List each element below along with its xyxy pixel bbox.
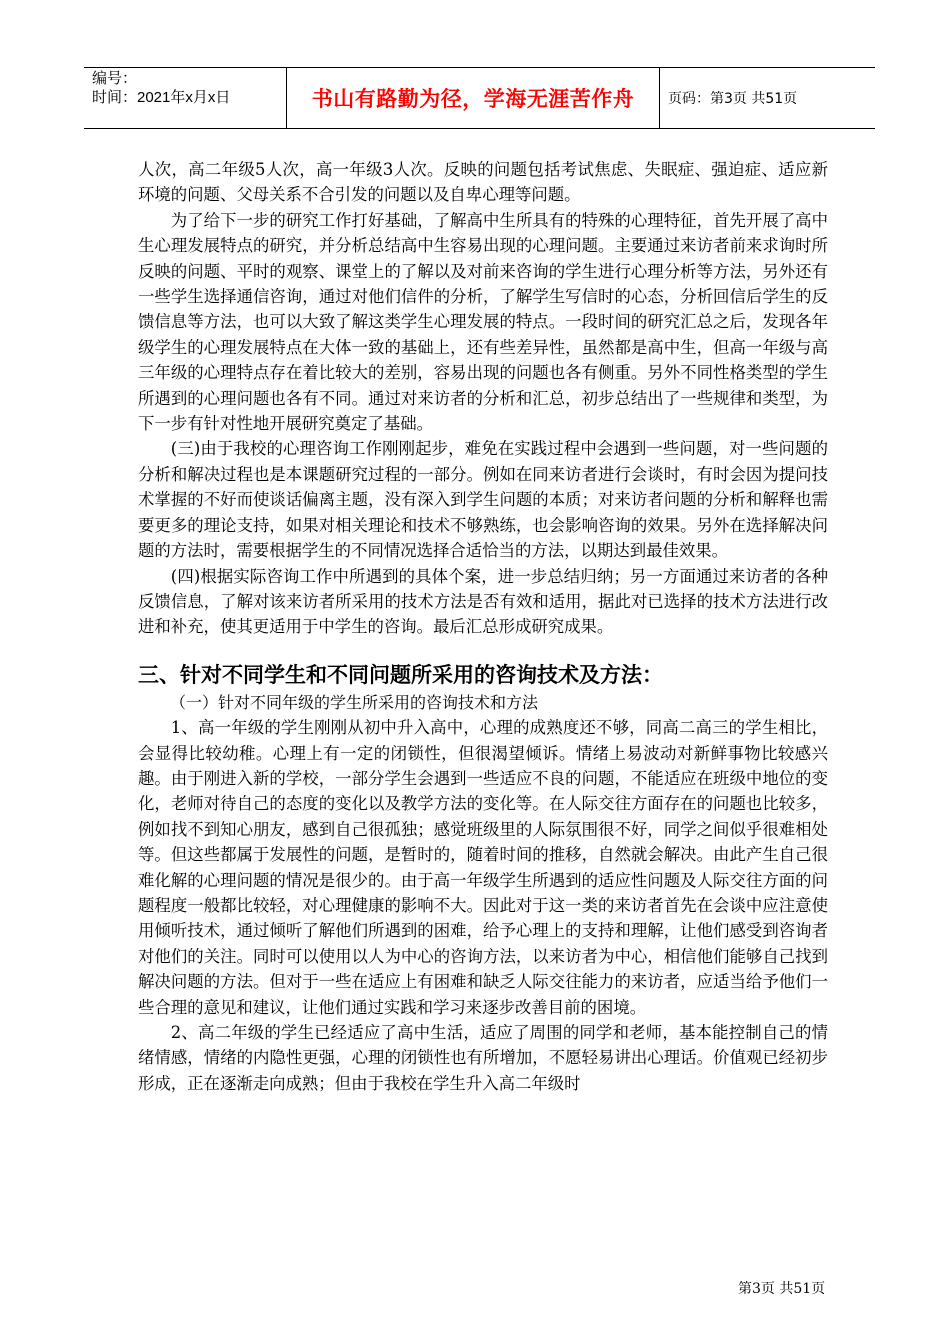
document-body <box>138 157 828 1096</box>
header-meta-cell <box>84 68 287 128</box>
footer-page-label: 第3页 共51页 <box>738 1281 826 1297</box>
time-label: 时间：2021年x月x日 <box>92 89 231 106</box>
number-label: 编号： <box>92 70 138 87</box>
paragraph: 2、高二年级的学生已经适应了高中生活，适应了周围的同学和老师，基本能控制自己的情绪情感，情绪的内隐性更强，心理的闭锁性也有所增加，不愿轻易讲出心理话。价值观已经初步形成，正在逐渐走向成熟；但由于我校在学生升入高二年级时 <box>138 1023 828 1093</box>
section-heading: 三、针对不同学生和不同问题所采用的咨询技术及方法： <box>138 662 663 687</box>
paragraph: (四)根据实际咨询工作中所遇到的具体个案，进一步总结归纳；另一方面通过来访者的各种反馈信息，了解对该来访者所采用的技术方法是否有效和适用，据此对已选择的技术方法进行改进和补充，使其更适用于中学生的咨询。最后汇总形成研究成果。 <box>138 566 828 637</box>
page-footer <box>738 1278 825 1298</box>
motto-text: 书山有路勤为径，学海无涯苦作舟 <box>311 87 635 111</box>
header-motto-cell <box>287 68 660 128</box>
header-page-cell <box>660 68 875 128</box>
paragraph: 人次，高二年级5人次，高一年级3人次。反映的问题包括考试焦虑、失眠症、强迫症、适应新环境的问题、父母关系不合引发的问题以及自卑心理等问题。 <box>138 160 828 205</box>
page-header-table <box>84 67 875 129</box>
paragraph: (三)由于我校的心理咨询工作刚刚起步，难免在实践过程中会遇到一些问题，对一些问题的分析和解决过程也是本课题研究过程的一部分。例如在同来访者进行会谈时，有时会因为提问技术掌握的不好而使谈话偏离主题，没有深入到学生问题的本质；对来访者问题的分析和解释也需要更多的理论支持，如果对相关理论和技术不够熟练，也会影响咨询的效果。另外在选择解决问题的方法时，需要根据学生的不同情况选择合适恰当的方法，以期达到最佳效果。 <box>138 439 828 561</box>
paragraph: 1、高一年级的学生刚刚从初中升入高中，心理的成熟度还不够，同高二高三的学生相比，会显得比较幼稚。心理上有一定的闭锁性，但很渴望倾诉。情绪上易波动对新鲜事物比较感兴趣。由于刚进入新的学校，一部分学生会遇到一些适应不良的问题，不能适应在班级中地位的变化，老师对待自己的态度的变化以及教学方法的变化等。在人际交往方面存在的问题也比较多，例如找不到知心朋友，感到自己很孤独；感觉班级里的人际氛围很不好，同学之间似乎很难相处等。但这些都属于发展性的问题，是暂时的，随着时间的推移，自然就会解决。由此产生自己很难化解的心理问题的情况是很少的。由于高一年级学生所遇到的适应性问题及人际交往方面的问题程度一般都比较轻，对心理健康的影响不大。因此对于这一类的来访者首先在会谈中应注意使用倾听技术，通过倾听了解他们所遇到的困难，给予心理上的支持和理解，让他们感受到咨询者对他们的关注。同时可以使用以人为中心的咨询方法，以来访者为中心，相信他们能够自己找到解决问题的方法。但对于一些在适应上有困难和缺乏人际交往能力的来访者，应适当给予他们一些合理的意见和建议，让他们通过实践和学习来逐步改善目前的困境。 <box>138 718 828 1017</box>
paragraph: 为了给下一步的研究工作打好基础，了解高中生所具有的特殊的心理特征，首先开展了高中生心理发展特点的研究，并分析总结高中生容易出现的心理问题。主要通过来访者前来求询时所反映的问题、平时的观察、课堂上的了解以及对前来咨询的学生进行心理分析等方法，另外还有一些学生选择通信咨询，通过对他们信件的分析，了解学生写信时的心态，分析回信后学生的反馈信息等方法，也可以大致了解这类学生心理发展的特点。一段时间的研究汇总之后，发现各年级学生的心理发展特点在大体一致的基础上，还有些差异性，虽然都是高中生，但高一年级与高三年级的心理特点存在着比较大的差别，容易出现的问题也各有侧重。另外不同性格类型的学生所遇到的心理问题也各有不同。通过对来访者的分析和汇总，初步总结出了一些规律和类型，为下一步有针对性地开展研究奠定了基础。 <box>138 210 828 434</box>
subsection-heading: （一）针对不同年级的学生所采用的咨询技术和方法 <box>170 692 539 712</box>
header-page-label: 页码：第3页 共51页 <box>668 91 798 107</box>
